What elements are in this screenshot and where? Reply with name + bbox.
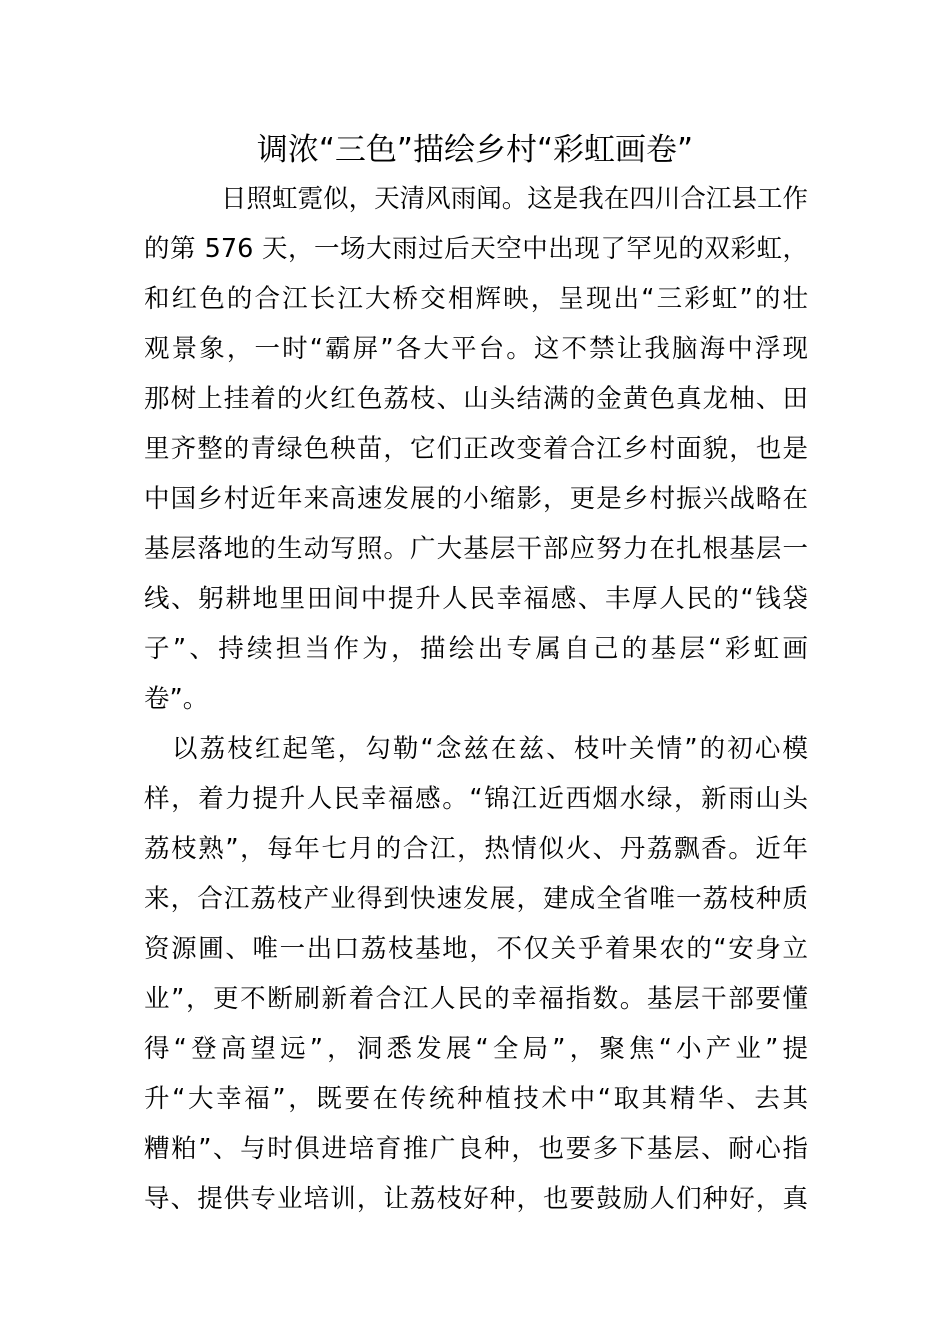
text-line: 那树上挂着的火红色荔枝、山头结满的金黄色真龙柚、田	[144, 384, 808, 414]
text-line: 以荔枝红起笔，勾勒“念兹在兹、枝叶关情”的初心模	[172, 734, 808, 764]
text-line: 日照虹霓似，天清风雨闻。这是我在四川合江县工作	[221, 184, 808, 214]
text-line: 的第 576 天，一场大雨过后天空中出现了罕见的双彩虹，	[144, 234, 808, 264]
text-line: 资源圃、唯一出口荔枝基地，不仅关乎着果农的“安身立	[144, 934, 808, 964]
document-title: 调浓“三色”描绘乡村“彩虹画卷”	[256, 132, 694, 168]
text-line: 得“登高望远”，洞悉发展“全局”，聚焦“小产业”提	[144, 1034, 808, 1064]
text-line: 糟粕”、与时俱进培育推广良种，也要多下基层、耐心指	[144, 1134, 808, 1164]
text-line: 里齐整的青绿色秧苗，它们正改变着合江乡村面貌，也是	[144, 434, 808, 464]
paragraph-1	[144, 174, 808, 724]
text-line: 导、提供专业培训，让荔枝好种，也要鼓励人们种好，真	[144, 1184, 808, 1214]
text-line: 基层落地的生动写照。广大基层干部应努力在扎根基层一	[144, 534, 808, 564]
document-body	[144, 174, 808, 1224]
text-line: 子”、持续担当作为，描绘出专属自己的基层“彩虹画	[144, 634, 808, 664]
text-line: 荔枝熟”，每年七月的合江，热情似火、丹荔飘香。近年	[144, 834, 808, 864]
text-line: 来，合江荔枝产业得到快速发展，建成全省唯一荔枝种质	[144, 884, 808, 914]
text-line: 业”，更不断刷新着合江人民的幸福指数。基层干部要懂	[144, 984, 808, 1014]
text-line: 卷”。	[144, 684, 209, 714]
text-line: 中国乡村近年来高速发展的小缩影，更是乡村振兴战略在	[144, 484, 808, 514]
text-line: 和红色的合江长江大桥交相辉映，呈现出“三彩虹”的壮	[144, 284, 808, 314]
text-line: 观景象，一时“霸屏”各大平台。这不禁让我脑海中浮现	[144, 334, 808, 364]
text-line: 线、躬耕地里田间中提升人民幸福感、丰厚人民的“钱袋	[144, 584, 808, 614]
text-line: 升“大幸福”，既要在传统种植技术中“取其精华、去其	[144, 1084, 808, 1114]
paragraph-2	[144, 724, 808, 1224]
text-line: 样，着力提升人民幸福感。“锦江近西烟水绿，新雨山头	[144, 784, 808, 814]
